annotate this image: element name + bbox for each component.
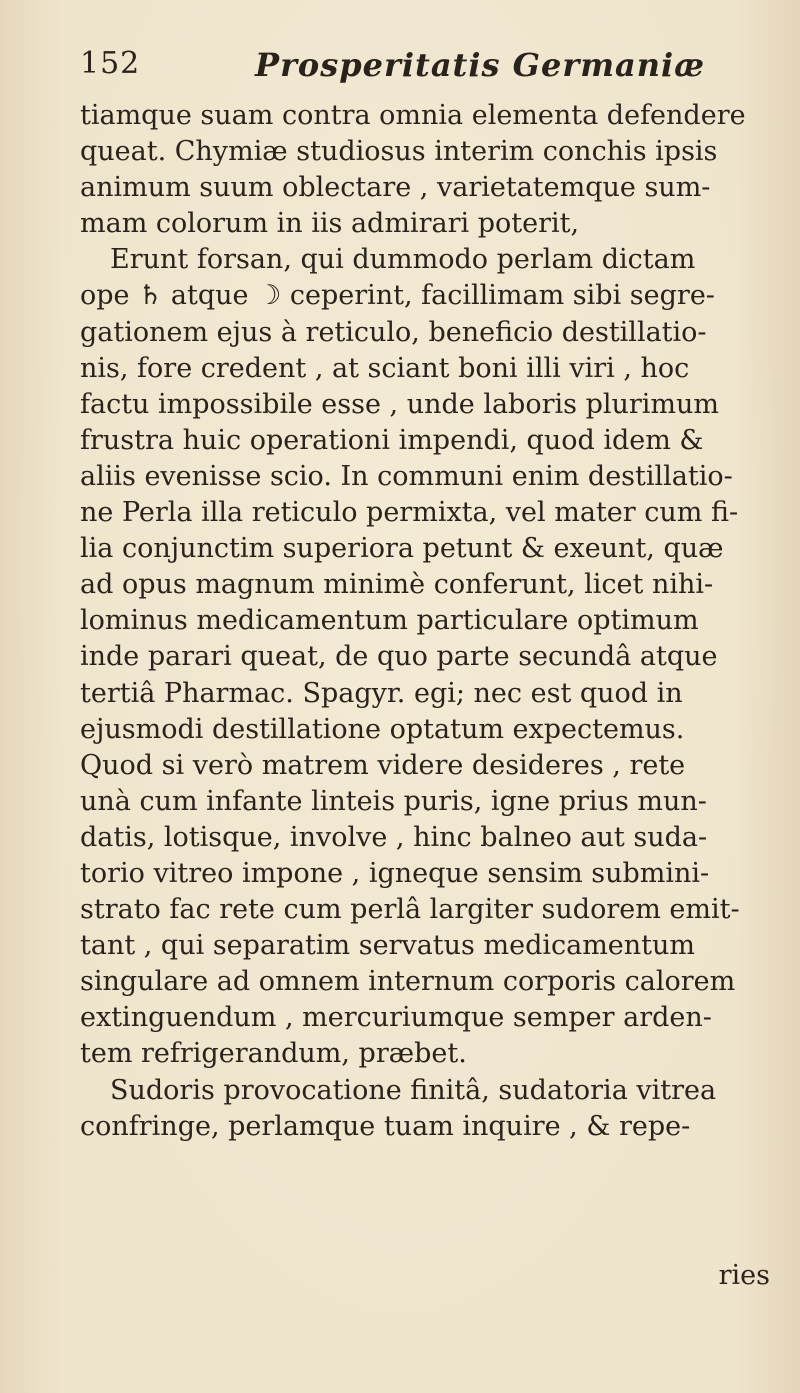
text-line: mam colorum in iis admirari poterit, (80, 208, 580, 240)
text-line: tem refrigerandum, præbet. (80, 1038, 467, 1070)
text-line: factu impossibile esse , unde laboris plurimum (80, 388, 720, 420)
text-line: lia conjunctim superiora petunt & exeunt, quæ (80, 533, 724, 565)
text-line: animum suum oblectare , varietatemque sum- (80, 172, 711, 204)
text-line: Quod si verò matrem videre desideres , rete (80, 749, 686, 781)
text-line: unà cum infante linteis puris, igne prius mun- (80, 785, 707, 817)
text-line: singulare ad omnem internum corporis calorem (80, 966, 736, 998)
text-line: torio vitreo impone , igneque sensim submini- (80, 857, 710, 889)
catchword: ries (718, 1260, 770, 1291)
text-line: tiamque suam contra omnia elementa defendere (80, 100, 746, 131)
text-line: confringe, perlamque tuam inquire , & repe- (80, 1110, 691, 1142)
page-number: 152 (80, 46, 141, 81)
text-line: ne Perla illa reticulo permixta, vel mater cum fi- (80, 497, 739, 529)
running-title: Prosperitatis Germaniæ (255, 46, 706, 84)
text-line: queat. Chymiæ studiosus interim conchis ipsis (80, 136, 718, 168)
text-line: aliis evenisse scio. In communi enim destillatio- (80, 460, 733, 492)
text-line: gationem ejus à reticulo, beneficio destillatio- (80, 316, 707, 348)
body-text (80, 98, 770, 1145)
text-line-paragraph-start: Sudoris provocatione finitâ, sudatoria vitrea (110, 1074, 717, 1106)
text-line: strato fac rete cum perlâ largiter sudorem emit- (80, 894, 740, 926)
text-line: tant , qui separatim servatus medicamentum (80, 930, 696, 962)
text-line: inde parari queat, de quo parte secundâ atque (80, 641, 718, 673)
text-line: ejusmodi destillatione optatum expectemus. (80, 713, 685, 745)
text-line: ope ♄ atque ☽ ceperint, facillimam sibi segre- (80, 280, 715, 312)
text-line: frustra huic operationi impendi, quod idem & (80, 424, 704, 456)
text-line: lominus medicamentum particulare optimum (80, 605, 699, 637)
text-line: datis, lotisque, involve , hinc balneo aut suda- (80, 821, 708, 853)
text-line-paragraph-start: Erunt forsan, qui dummodo perlam dictam (110, 244, 696, 276)
text-line: nis, fore credent , at sciant boni illi viri , hoc (80, 352, 690, 384)
text-line: tertiâ Pharmac. Spagyr. egi; nec est quod in (80, 677, 683, 709)
text-line: ad opus magnum minimè conferunt, licet nihi- (80, 569, 714, 601)
text-line: extinguendum , mercuriumque semper arden- (80, 1002, 712, 1034)
page-header (80, 46, 740, 86)
